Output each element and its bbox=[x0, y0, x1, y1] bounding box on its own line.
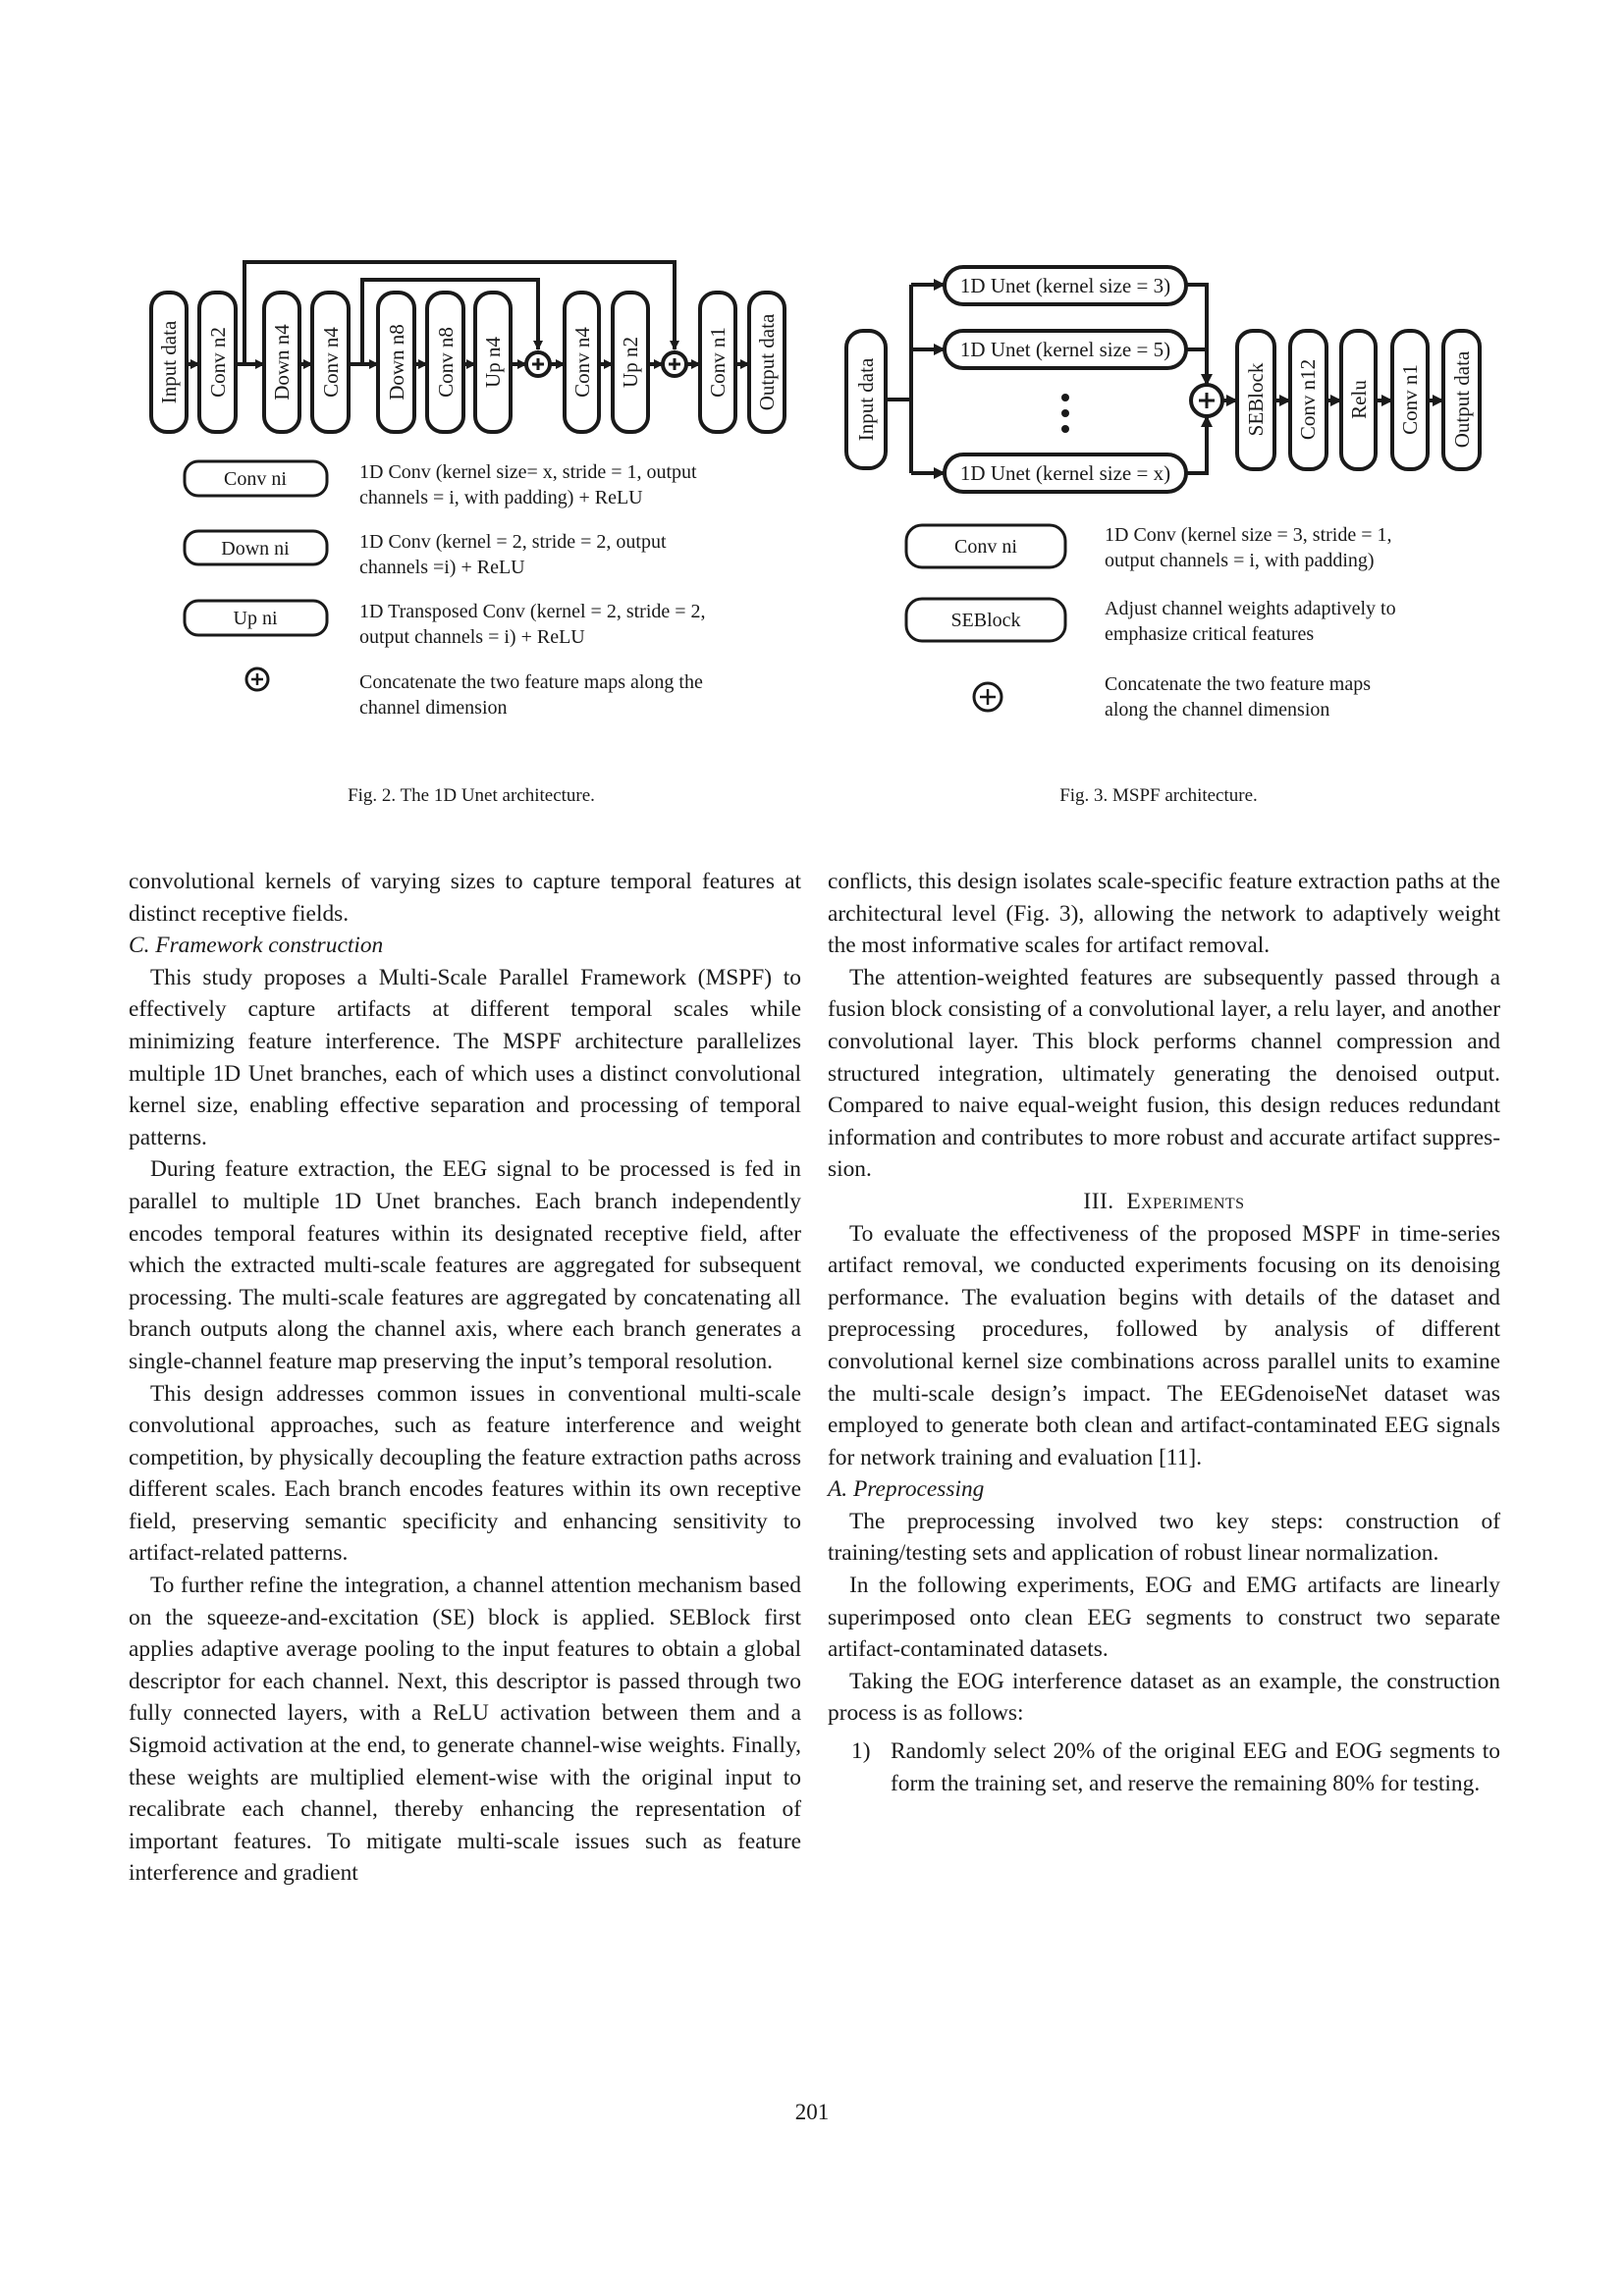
paragraph: The attention-weighted features are subsequently passed through a fusion block consisting of a convolutional layer, a relu layer, and another convolutional layer. This block performs channel compression and structured integration, ultimately generating the denoised output. Compared to naive equal-weight fusion, this design reduces redundant information and contributes to more robust and accurate artifact suppression. bbox=[828, 964, 1500, 1183]
legend-box-conv-ni: Conv ni bbox=[954, 536, 1017, 558]
ellipsis-dots bbox=[1061, 394, 1069, 433]
block-conv-n2: Conv n2 bbox=[206, 327, 230, 398]
legend-line: 1D Conv (kernel size= x, stride = 1, output bbox=[359, 461, 697, 483]
paragraph: Taking the EOG interference dataset as an example, the construction process is as follows: bbox=[828, 1668, 1500, 1727]
legend-line: channels =i) + ReLU bbox=[359, 557, 525, 578]
legend-line: emphasize critical features bbox=[1105, 623, 1315, 645]
list-text: Randomly select 20% of the original EEG and EOG segments to form the training set, and reserve the remaining 80% for testing. bbox=[891, 1738, 1500, 1796]
legend-line: Adjust channel weights adaptively to bbox=[1105, 598, 1396, 619]
list-item bbox=[851, 1735, 1500, 1799]
figure-3-caption: Fig. 3. MSPF architecture. bbox=[1059, 785, 1258, 806]
branch-unet-kx: 1D Unet (kernel size = x) bbox=[959, 461, 1171, 485]
paragraph: convolutional kernels of varying sizes to capture temporal features at distinct receptive fields. bbox=[129, 869, 801, 927]
block-output-data: Output data bbox=[1450, 350, 1474, 449]
block-conv-n4-decoder: Conv n4 bbox=[570, 327, 594, 398]
fig3-legend-seblock-desc bbox=[1105, 596, 1396, 647]
block-input-data: Input data bbox=[157, 320, 181, 404]
fig2-legend-down-desc bbox=[359, 529, 667, 580]
block-down-n8: Down n8 bbox=[385, 324, 408, 400]
legend-line: 1D Conv (kernel size = 3, stride = 1, bbox=[1105, 524, 1392, 546]
legend-line: along the channel dimension bbox=[1105, 699, 1330, 721]
block-conv-n1: Conv n1 bbox=[1398, 364, 1422, 435]
fig3-legend-conv-desc bbox=[1105, 522, 1392, 573]
block-output-data: Output data bbox=[755, 313, 779, 411]
paragraph: This study proposes a Multi-Scale Parallel Framework (MSPF) to effectively capture artifacts at different temporal scales while minimizing feature interference. The MSPF architecture parallelizes multiple 1D Unet branches, each of which uses a distinct convolutional kernel size, enabling effective separation and processing of temporal patterns. bbox=[129, 964, 801, 1150]
paragraph: conflicts, this design isolates scale-specific feature extraction paths at the architectural level (Fig. 3), allowing the network to adaptively weight the most informative scales for artifact removal. bbox=[828, 869, 1500, 959]
paragraph: In the following experiments, EOG and EMG artifacts are linearly superimposed onto clean EEG segments to construct two separate artifact-contaminated datasets. bbox=[828, 1573, 1500, 1663]
block-conv-n1: Conv n1 bbox=[706, 327, 730, 398]
paragraph: During feature extraction, the EEG signal to be processed is fed in parallel to multiple 1D Unet branches. Each branch independently encodes temporal features within its designated receptive field, after which the extracted multi-scale features are aggregated for subsequent processing. The multi-scale features are aggregated by concatenating all branch outputs along the channel axis, where each branch generates a single-channel feature map preserving the input’s temporal resolution. bbox=[129, 1156, 801, 1374]
fig3-legend-concat-desc bbox=[1105, 671, 1371, 722]
block-conv-n8: Conv n8 bbox=[434, 327, 458, 398]
legend-box-seblock: SEBlock bbox=[950, 610, 1021, 631]
fig2-legend-conv-desc bbox=[359, 459, 697, 510]
section-heading-experiments bbox=[828, 1186, 1500, 1218]
branch-unet-k3: 1D Unet (kernel size = 3) bbox=[959, 274, 1171, 297]
paragraph: To evaluate the effectiveness of the proposed MSPF in time-series artifact removal, we conducted experiments focusing on its denoising performance. The evaluation begins with details of the dataset and preprocessing procedures, followed by analysis of different convolutional kernel size combinations across parallel units to examine the multi-scale design’s impact. The EEGdenoiseNet dataset was employed to generate both clean and artifact-contaminated EEG signals for network training and evaluation [11]. bbox=[828, 1220, 1500, 1470]
paragraph: To further refine the integration, a channel attention mechanism based on the squeeze-and-excitation (SE) block is applied. SEBlock first applies adaptive average pooling to the input features to obtain a global descriptor for each channel. Next, this descriptor is passed through two fully connected layers, with a ReLU activation between them and a Sigmoid activation at the end, to generate channel-wise weights. Finally, these weights are multiplied element-wise with the original input to recalibrate each channel, thereby enhancing the representation of important features. To mitigate multi-scale issues such as feature interference and gradient bbox=[129, 1573, 801, 1887]
block-relu: Relu bbox=[1347, 380, 1371, 419]
fig2-legend-concat-desc bbox=[359, 669, 703, 721]
block-input-data: Input data bbox=[854, 357, 878, 442]
legend-line: channels = i, with padding) + ReLU bbox=[359, 487, 643, 508]
block-down-n4: Down n4 bbox=[270, 324, 294, 400]
legend-box-up-ni: Up ni bbox=[233, 608, 278, 629]
legend-line: output channels = i) + ReLU bbox=[359, 626, 585, 648]
fig2-legend-up-desc bbox=[359, 599, 706, 650]
legend-line: Concatenate the two feature maps along the bbox=[359, 671, 703, 693]
section-title: Experiments bbox=[1126, 1188, 1245, 1214]
left-column bbox=[129, 866, 801, 1890]
block-up-n2: Up n2 bbox=[619, 337, 642, 388]
legend-line: channel dimension bbox=[359, 697, 508, 719]
figure-2-caption: Fig. 2. The 1D Unet architecture. bbox=[348, 785, 595, 806]
legend-line: 1D Conv (kernel = 2, stride = 2, output bbox=[359, 531, 667, 553]
legend-line: 1D Transposed Conv (kernel = 2, stride = 2, bbox=[359, 601, 706, 622]
block-up-n4: Up n4 bbox=[481, 337, 505, 388]
legend-box-down-ni: Down ni bbox=[221, 538, 290, 560]
block-conv-n4: Conv n4 bbox=[319, 327, 343, 398]
subsection-heading-c: C. Framework construction bbox=[129, 933, 384, 959]
legend-line: Concatenate the two feature maps bbox=[1105, 673, 1371, 695]
section-number: III. bbox=[1083, 1188, 1114, 1214]
list-number: 1) bbox=[851, 1738, 871, 1765]
legend-line: output channels = i, with padding) bbox=[1105, 550, 1375, 571]
subsection-heading-a: A. Preprocessing bbox=[828, 1476, 985, 1503]
paragraph: This design addresses common issues in conventional multi-scale convolutional approaches, such as feature interference and weight competition, by physically decoupling the feature extraction paths across different scales. Each branch encodes features within its own receptive field, preserving semantic specificity and enhancing sensitivity to artifact-related patterns. bbox=[129, 1380, 801, 1567]
block-seblock: SEBlock bbox=[1244, 362, 1268, 437]
page-number: 201 bbox=[794, 2100, 830, 2124]
right-column bbox=[828, 866, 1500, 1799]
branch-unet-k5: 1D Unet (kernel size = 5) bbox=[959, 338, 1171, 361]
paragraph: The preprocessing involved two key steps: construction of training/testing sets and application of robust linear normalization. bbox=[828, 1508, 1500, 1567]
block-conv-n12: Conv n12 bbox=[1296, 358, 1320, 441]
legend-box-conv-ni: Conv ni bbox=[224, 468, 287, 490]
